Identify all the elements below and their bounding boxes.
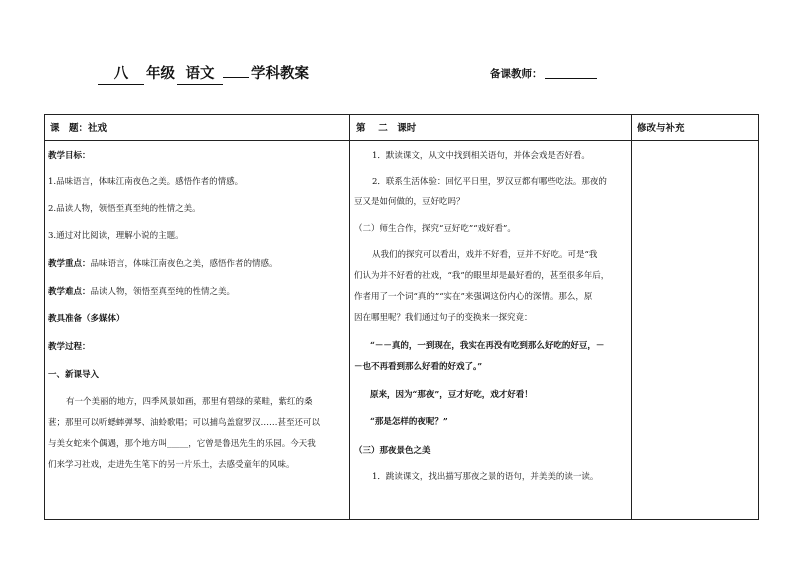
step-3-1: 1．跳读课文，找出描写那夜之景的语句，并美美的读一读。: [372, 472, 599, 482]
lesson-plan-table: [44, 114, 759, 520]
section-3-heading: （三）那夜景色之美: [354, 446, 431, 456]
difficult-points: [48, 286, 235, 299]
analysis-line-2: 们认为并不好看的社戏，“我”的眼里却是最好看的，甚至很多年后，: [354, 271, 610, 281]
notes-label: 修改与补充: [637, 123, 685, 134]
diff-text: 品读人物，领悟至真至纯的性情之美。: [90, 287, 236, 297]
diff-label: 教学难点：: [48, 287, 91, 297]
grade-suffix: 年级: [146, 66, 175, 82]
analysis-line-1: 从我们的探究可以看出，戏并不好看，豆并不好吃。可是“我: [372, 250, 598, 260]
intro-line-2: 葚；那里可以听蟋蟀弹琴、油蛉歌唱；可以捕鸟盖窟罗汉……甚至还可以: [48, 418, 321, 428]
teacher-label: 备课教师：: [490, 68, 543, 80]
intro-line-1: 有一个美丽的地方，四季风景如画，那里有碧绿的菜畦，紫红的桑: [66, 397, 313, 407]
teaching-aids: 教具准备（多媒体）: [48, 314, 125, 324]
question-line: “那是怎样的夜呢？”: [370, 417, 448, 427]
goal-1: 1.品味语言，体味江南夜色之美。感悟作者的情感。: [48, 177, 244, 187]
plan-suffix: 学科教案: [251, 66, 309, 82]
table-bottom-border: [44, 519, 759, 520]
page-title: [98, 62, 311, 85]
table-right-border: [758, 114, 759, 520]
quote-line-1: “－－真的，一到现在，我实在再没有吃到那么好吃的好豆，－: [370, 341, 605, 351]
quote-line-2: －也不再看到那么好看的好戏了。”: [354, 362, 483, 372]
intro-line-4: 们来学习社戏，走进先生笔下的另一片乐土，去感受童年的风味。: [48, 460, 295, 470]
topic-label: 课 题：社戏: [50, 123, 108, 134]
table-header-divider: [44, 140, 759, 141]
goals-heading: 教学目标：: [48, 151, 91, 161]
key-label: 教学重点：: [48, 259, 91, 269]
key-text: 品味语言，体味江南夜色之美，感悟作者的情感。: [90, 259, 278, 269]
analysis-line-4: 因在哪里呢？我们通过句子的变换来一探究竟：: [354, 313, 533, 323]
intro-line-3: 与美女蛇来个偶遇，那个地方叫_____，它曾是鲁迅先生的乐园。今天我: [48, 439, 316, 449]
goal-2: 2.品读人物，领悟至真至纯的性情之美。: [48, 204, 201, 214]
session-label: 第 二 课时: [356, 123, 417, 134]
analysis-line-3: 作者用了一个词“真的”“实在”来强调这份内心的深情。那么，原: [354, 292, 593, 302]
step-2-line-2: 豆又是如何做的，豆好吃吗？: [354, 197, 465, 207]
teacher-blank: [545, 78, 597, 79]
process-heading: 教学过程：: [48, 342, 91, 352]
goal-3: 3.通过对比阅读，理解小说的主题。: [48, 231, 184, 241]
table-left-border: [44, 114, 45, 520]
key-points: [48, 258, 278, 271]
table-col-divider-1: [349, 114, 350, 520]
teacher-field: [490, 66, 597, 81]
subject-blank: [223, 76, 249, 78]
subject-value: 语文: [177, 62, 223, 85]
step-1: 1．默读课文，从文中找到相关语句，并体会戏是否好看。: [372, 151, 590, 161]
table-top-border: [44, 114, 759, 115]
conclusion-line: 原来，因为“那夜”，豆才好吃，戏才好看！: [370, 390, 533, 400]
section-2-heading: （二）师生合作，探究“豆好吃”“戏好看”。: [354, 224, 516, 234]
step-2-line-1: 2．联系生活体验：回忆平日里，罗汉豆都有哪些吃法。那夜的: [372, 177, 607, 187]
table-col-divider-2: [631, 114, 632, 520]
grade-value: 八: [98, 62, 144, 85]
intro-heading: 一、新课导入: [48, 370, 100, 380]
